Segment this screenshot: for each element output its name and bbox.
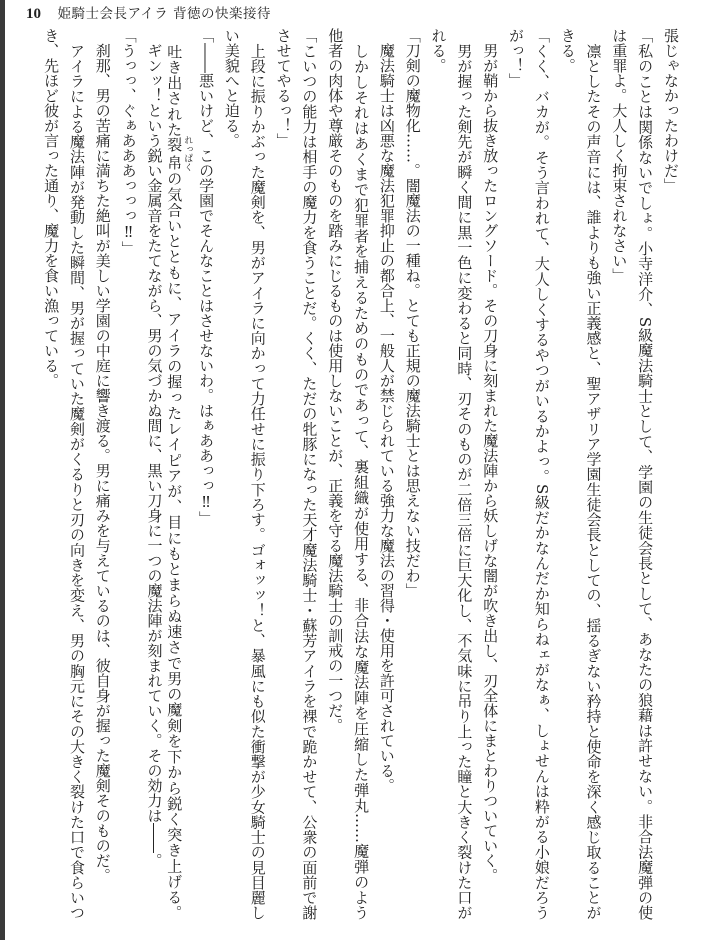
text-segment: の気合いとともに、アイラの握ったレイピアが、目にもとまらぬ速さで男の魔剣を下から鋭く突き上げる。: [165, 170, 184, 921]
text-column: き、先ほど彼が言った通り、魔力を食い漁っている。: [42, 28, 61, 388]
page-number: 10: [26, 6, 41, 22]
text-column: 「――悪いけど、この学園でそんなことはさせないわ。はぁああっっ‼」: [197, 28, 216, 526]
ruby-annotation: [165, 135, 193, 172]
text-column: 上段に振りかぶった魔剣を、男がアイラに向かって力任せに振り下ろす。ゴォッッ！と、暴風にも似た衝撃が少女騎士の見目麗し: [248, 28, 267, 920]
book-title: 姫騎士会長アイラ 背徳の快楽接待: [57, 6, 272, 22]
text-column: 魔法騎士は凶悪な魔法犯罪抑止の都合上、一般人が禁じられている強力な魔法の習得・使用を許可されている。: [377, 28, 396, 793]
text-column: 男が握った剣先が瞬く間に黒一色に変わると同時、刃そのものが二倍三倍に巨大化し、不気味に吊り上った瞳と大きく裂けた口が: [455, 43, 474, 920]
ruby-base: 裂帛: [165, 135, 184, 172]
ruby-reading: れっぱく: [182, 135, 193, 172]
text-column: は重罪よ。大人しく拘束されなさい」: [610, 28, 629, 283]
text-column: 「刀剣の魔物化……。闇魔法の一種ね。とても正規の魔法騎士とは思えない技だわ」: [403, 28, 422, 598]
text-column: ギンッ！という鋭い金属音をたてながら、男の気づかぬ間に、黒い刀身に一つの魔法陣が刻まれていく。その効力は――。: [145, 28, 164, 868]
text-column-with-ruby: [166, 28, 192, 920]
text-column: アイラによる魔法陣が発動した瞬間、男が握っていた魔剣がくるりと刃の向きを変え、男の胸元にその大きく裂けた口で食らいつ: [67, 28, 86, 920]
text-column: させてやるっ！」: [274, 28, 293, 148]
text-column: 張じゃなかったわけだ」: [662, 28, 680, 193]
page-edge: [0, 0, 5, 940]
text-column: 「うっっ、ぐぁあああっっっ‼」: [119, 28, 138, 256]
text-segment: 吐き出された: [165, 28, 184, 138]
text-column: 刹那、男の苦痛に満ちた絶叫が美しい学園の中庭に響き渡る。男に痛みを与えているのは、彼自身が握った魔剣そのものだ。: [93, 28, 112, 883]
running-header: [26, 2, 271, 22]
text-column: 凛としたその声音には、誰よりも強い正義感と、聖アザリア学園生徒会長としての、揺るぎない矜持と使命を深く感じ取ることが: [584, 43, 603, 920]
text-column: 他者の肉体や尊厳そのものを踏みにじるものは使用しないことが、正義を守る魔法騎士の訓戒の一つだ。: [326, 28, 345, 733]
text-column: い美貌へと迫る。: [222, 28, 241, 148]
text-column: 「こいつの能力は相手の魔力を食うことだ。くく、ただの牝豚になった天才魔法騎士・蘇芳アイラを裸で跪かせて、公衆の面前で謝: [300, 28, 319, 920]
text-column: きる。: [558, 28, 577, 73]
text-column: 「くく、バカが。そう言われて、大人しくするやつがいるかよっ。S級だかなんだか知らねェがなぁ、しょせんは粋がる小娘だろう: [532, 28, 551, 920]
text-column: れる。: [429, 28, 448, 73]
text-column: しかしそれはあくまで犯罪者を捕えるためのものであって、裏組織が使用する、非合法な魔法陣を圧縮した弾丸……魔弾のよう: [352, 43, 371, 920]
vertical-text-body: [37, 28, 683, 920]
text-column: 「私のことは関係ないでしょ。小寺洋介、S級魔法騎士として、学園の生徒会長として、あなたの狼藉は許せない。非合法魔弾の使: [636, 28, 655, 920]
text-column: がっ！」: [507, 28, 526, 88]
text-column: 男が鞘から抜き放ったロングソード。その刀身に刻まれた魔法陣から妖しげな闇が吹き出し、刃全体にまとわりついていく。: [481, 28, 500, 883]
